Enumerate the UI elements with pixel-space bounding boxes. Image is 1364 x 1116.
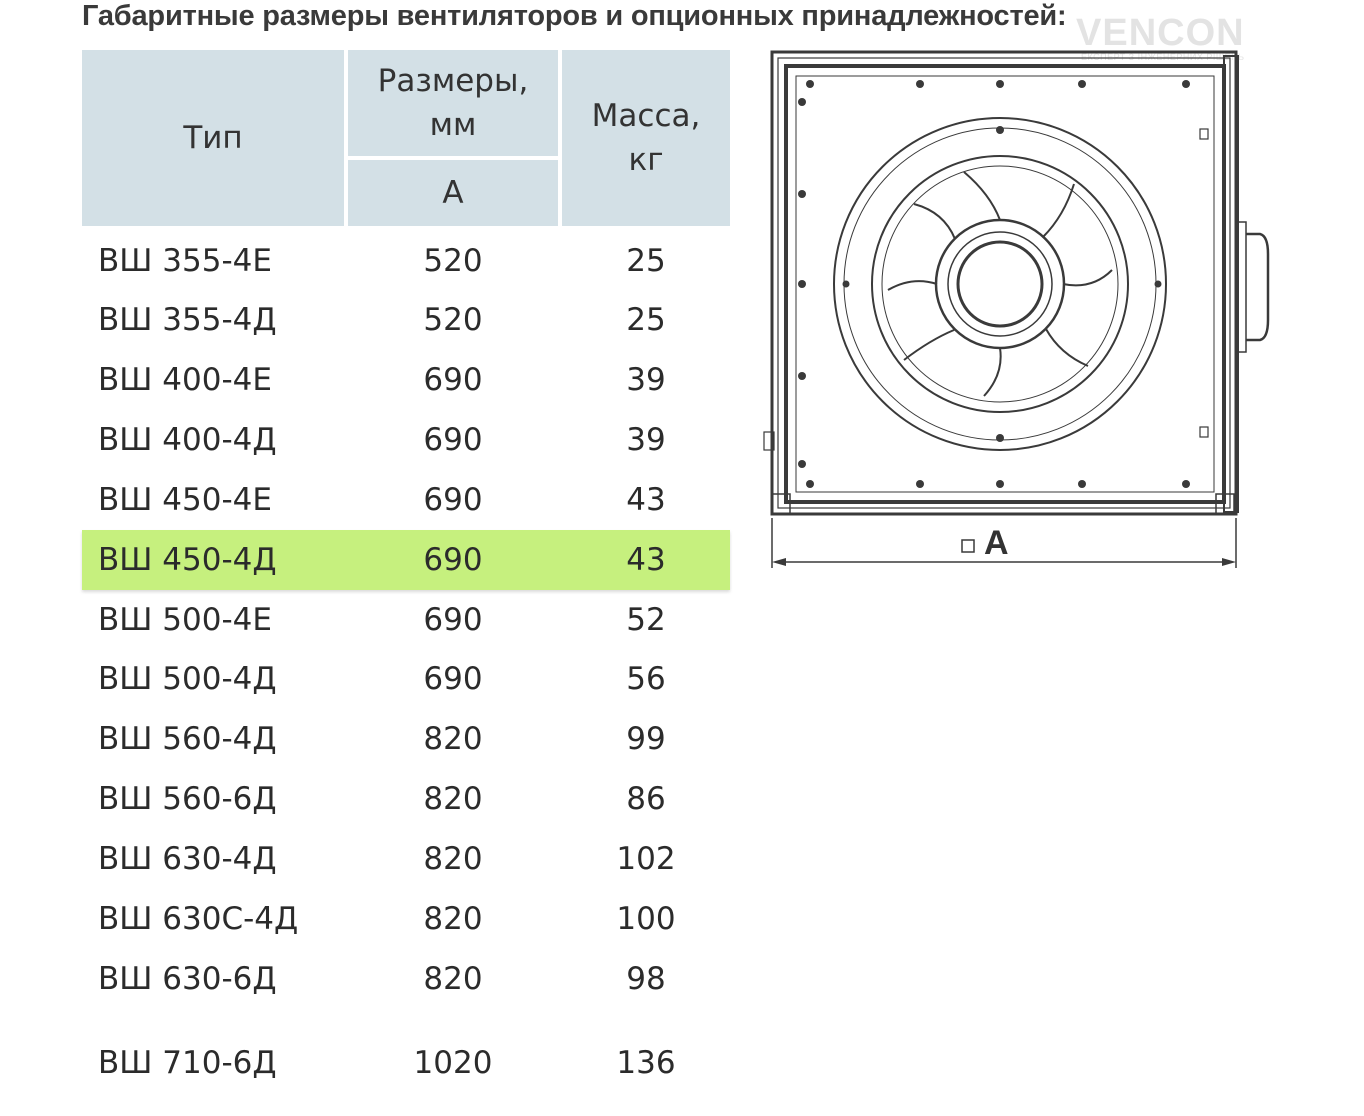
table-row bbox=[82, 889, 730, 949]
cell-type: ВШ 630С-4Д bbox=[98, 901, 299, 937]
cell-dimension-a: 820 bbox=[423, 841, 483, 877]
frame-bolts bbox=[798, 80, 1190, 488]
cell-type: ВШ 355-4Е bbox=[98, 243, 272, 279]
header-dimension-a: А bbox=[348, 160, 558, 226]
watermark-tagline: ЕКСПЕРТ З ІНЖЕНЕРНИХ РІШЕНЬ bbox=[1080, 52, 1245, 62]
cell-dimension-a: 690 bbox=[423, 482, 483, 518]
cell-type: ВШ 400-4Е bbox=[98, 362, 272, 398]
table-row bbox=[82, 829, 730, 889]
cell-dimension-a: 690 bbox=[423, 602, 483, 638]
impeller-hub bbox=[936, 220, 1064, 348]
cell-mass: 86 bbox=[626, 781, 666, 817]
cell-dimension-a: 820 bbox=[423, 781, 483, 817]
side-handle bbox=[1246, 234, 1268, 340]
cell-type: ВШ 500-4Е bbox=[98, 602, 272, 638]
cell-mass: 25 bbox=[626, 243, 666, 279]
cell-type: ВШ 630-6Д bbox=[98, 961, 277, 997]
header-dimensions-label: Размеры, мм bbox=[377, 63, 529, 143]
impeller-blades bbox=[888, 172, 1112, 396]
table-row bbox=[82, 1033, 730, 1093]
header-dimensions bbox=[348, 50, 558, 156]
cell-type: ВШ 400-4Д bbox=[98, 422, 277, 458]
header-mass bbox=[562, 50, 730, 226]
cell-dimension-a: 820 bbox=[423, 901, 483, 937]
cell-dimension-a: 520 bbox=[423, 302, 483, 338]
watermark-brand: VENCON bbox=[1076, 12, 1245, 54]
table-row bbox=[82, 709, 730, 769]
cell-mass: 39 bbox=[626, 422, 666, 458]
cell-mass: 52 bbox=[626, 602, 666, 638]
table-row bbox=[82, 350, 730, 410]
table-row bbox=[82, 649, 730, 709]
square-symbol bbox=[962, 540, 974, 552]
cell-mass: 98 bbox=[626, 961, 666, 997]
cell-mass: 43 bbox=[626, 482, 666, 518]
table-row bbox=[82, 410, 730, 470]
cell-type: ВШ 450-4Д bbox=[98, 542, 277, 578]
cell-mass: 25 bbox=[626, 302, 666, 338]
cell-dimension-a: 690 bbox=[423, 661, 483, 697]
cell-mass: 99 bbox=[626, 721, 666, 757]
cell-mass: 39 bbox=[626, 362, 666, 398]
cell-mass: 43 bbox=[626, 542, 666, 578]
dimension-arrow-left bbox=[772, 558, 786, 566]
cell-type: ВШ 560-4Д bbox=[98, 721, 277, 757]
cell-type: ВШ 560-6Д bbox=[98, 781, 277, 817]
table-row bbox=[82, 590, 730, 650]
cell-dimension-a: 520 bbox=[423, 243, 483, 279]
table-row bbox=[82, 470, 730, 530]
cell-dimension-a: 690 bbox=[423, 542, 483, 578]
cell-type: ВШ 630-4Д bbox=[98, 841, 277, 877]
cell-dimension-a: 690 bbox=[423, 362, 483, 398]
cell-type: ВШ 450-4Е bbox=[98, 482, 272, 518]
cell-mass: 100 bbox=[616, 901, 676, 937]
table-row bbox=[82, 530, 730, 590]
cell-mass: 56 bbox=[626, 661, 666, 697]
cell-dimension-a: 820 bbox=[423, 961, 483, 997]
page-title: Габаритные размеры вентиляторов и опционных принадлежностей: bbox=[82, 0, 1067, 32]
cell-dimension-a: 820 bbox=[423, 721, 483, 757]
dimension-label: A bbox=[984, 524, 1009, 562]
cell-type: ВШ 500-4Д bbox=[98, 661, 277, 697]
cell-dimension-a: 1020 bbox=[413, 1045, 493, 1081]
table-row bbox=[82, 290, 730, 350]
cell-dimension-a: 690 bbox=[423, 422, 483, 458]
header-mass-label: Масса, кг bbox=[591, 98, 701, 178]
table-row bbox=[82, 949, 730, 1009]
table-header bbox=[82, 50, 730, 226]
table-row bbox=[82, 231, 730, 291]
cell-mass: 136 bbox=[616, 1045, 676, 1081]
fan-dimension-drawing bbox=[754, 44, 1284, 584]
dimension-arrow-right bbox=[1222, 558, 1236, 566]
table-row bbox=[82, 769, 730, 829]
cell-type: ВШ 710-6Д bbox=[98, 1045, 277, 1081]
header-type: Тип bbox=[82, 50, 344, 226]
cell-type: ВШ 355-4Д bbox=[98, 302, 277, 338]
inlet-ring bbox=[834, 118, 1166, 450]
cell-mass: 102 bbox=[616, 841, 676, 877]
